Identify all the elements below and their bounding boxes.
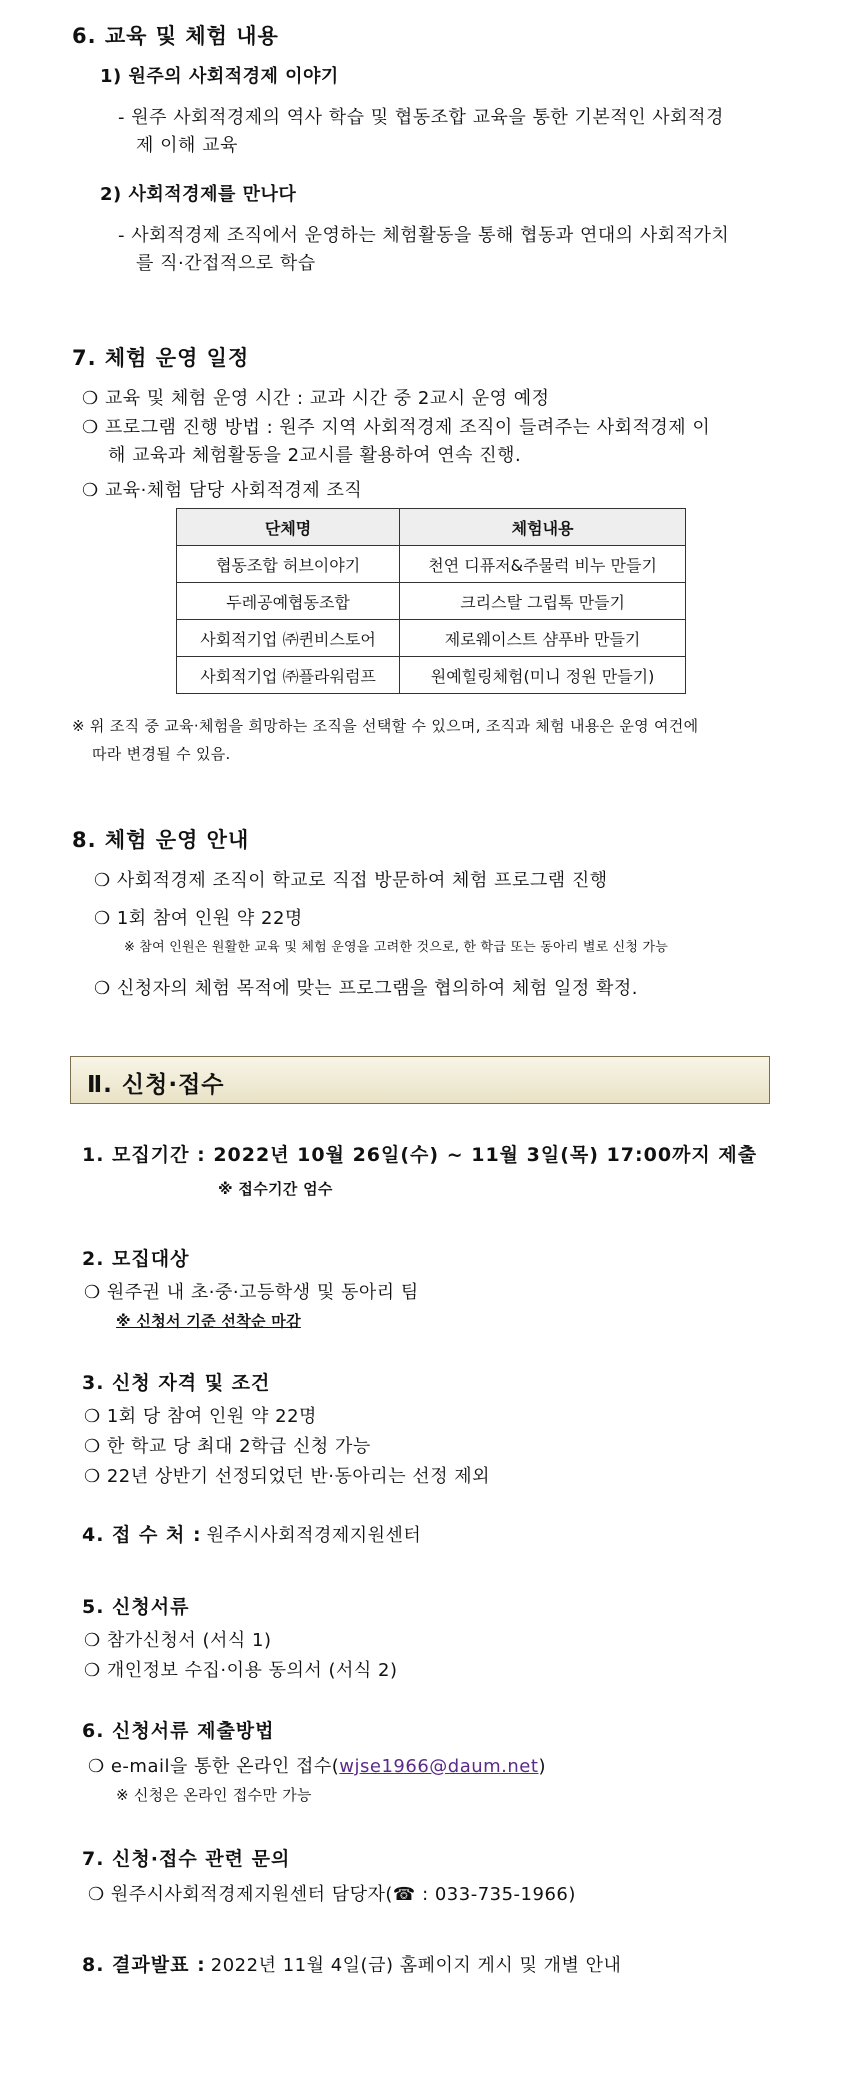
- text-line: - 사회적경제 조직에서 운영하는 체험활동을 통해 협동과 연대의 사회적가치: [118, 225, 730, 246]
- submission-note: ※ 신청은 온라인 접수만 가능: [116, 1786, 312, 1804]
- section6-item1-title: 1) 원주의 사회적경제 이야기: [100, 66, 339, 87]
- organization-table: [176, 508, 686, 694]
- submission-text: ❍ e-mail을 통한 온라인 접수(: [88, 1756, 340, 1777]
- documents-bullet: ❍ 개인정보 수집·이용 동의서 (서식 2): [84, 1660, 398, 1681]
- table-row: [177, 620, 686, 657]
- text-line: 해 교육과 체험활동을 2교시를 활용하여 연속 진행.: [108, 445, 522, 466]
- target-note: ※ 신청서 기준 선착순 마감: [116, 1312, 301, 1330]
- recruit-period-label: 1. 모집기간 :: [82, 1144, 206, 1166]
- documents-bullet: ❍ 참가신청서 (서식 1): [84, 1630, 272, 1651]
- qualification-bullet: ❍ 1회 당 참여 인원 약 22명: [84, 1406, 317, 1427]
- part2-banner: [70, 1056, 770, 1104]
- table-row: [177, 583, 686, 620]
- section6-item2-text: [118, 222, 729, 278]
- qualification-bullet: ❍ 22년 상반기 선정되었던 반·동아리는 선정 제외: [84, 1466, 491, 1487]
- inquiry-bullet: ❍ 원주시사회적경제지원센터 담당자(☎ : 033-735-1966): [88, 1884, 576, 1905]
- section8-heading: 8. 체험 운영 안내: [72, 828, 250, 852]
- submission-heading: 6. 신청서류 제출방법: [82, 1720, 275, 1742]
- reception-label: 4. 접 수 처 :: [82, 1524, 202, 1546]
- section8-bullet-1: ❍ 사회적경제 조직이 학교로 직접 방문하여 체험 프로그램 진행: [94, 870, 608, 891]
- section6-heading: 6. 교육 및 체험 내용: [72, 24, 279, 48]
- table-header-cell: 단체명: [177, 509, 400, 546]
- section8-bullet-3: ❍ 신청자의 체험 목적에 맞는 프로그램을 협의하여 체험 일정 확정.: [94, 978, 638, 999]
- table-cell: 두레공예협동조합: [177, 583, 400, 620]
- text-line: 따라 변경될 수 있음.: [92, 745, 231, 763]
- table-cell: 원예힐링체험(미니 정원 만들기): [400, 657, 686, 694]
- submission-text-end: ): [538, 1756, 546, 1777]
- table-cell: 협동조합 허브이야기: [177, 546, 400, 583]
- qualification-bullet: ❍ 한 학교 당 최대 2학급 신청 가능: [84, 1436, 371, 1457]
- result-value: 2022년 11월 4일(금) 홈페이지 게시 및 개별 안내: [210, 1955, 622, 1976]
- documents-heading: 5. 신청서류: [82, 1596, 190, 1618]
- section7-heading: 7. 체험 운영 일정: [72, 346, 250, 370]
- section7-bullet-2: [82, 414, 710, 470]
- table-cell: 천연 디퓨저&주물럭 비누 만들기: [400, 546, 686, 583]
- section7-note: [72, 712, 698, 768]
- text-line: ※ 위 조직 중 교육·체험을 희망하는 조직을 선택할 수 있으며, 조직과 체험 내용은 운영 여건에: [72, 717, 699, 735]
- part2-banner-title: Ⅱ. 신청·접수: [87, 1072, 225, 1098]
- target-heading: 2. 모집대상: [82, 1248, 190, 1270]
- text-line: - 원주 사회적경제의 역사 학습 및 협동조합 교육을 통한 기본적인 사회적경: [118, 107, 724, 128]
- result-label: 8. 결과발표 :: [82, 1954, 206, 1976]
- table-row: [177, 546, 686, 583]
- section8-bullet-2-note: ※ 참여 인원은 원활한 교육 및 체험 운영을 고려한 것으로, 한 학급 또는 동아리 별로 신청 가능: [124, 940, 669, 955]
- text-line: 를 직·간접적으로 학습: [136, 253, 316, 274]
- qualification-heading: 3. 신청 자격 및 조건: [82, 1372, 271, 1394]
- table-header-row: [177, 509, 686, 546]
- recruit-period-note: ※ 접수기간 엄수: [218, 1180, 333, 1198]
- section6-item1-text: [118, 104, 724, 160]
- recruit-period: [82, 1140, 757, 1167]
- inquiry-heading: 7. 신청·접수 관련 문의: [82, 1848, 291, 1870]
- text-line: 제 이해 교육: [136, 135, 238, 156]
- target-bullet: ❍ 원주권 내 초·중·고등학생 및 동아리 팀: [84, 1282, 419, 1303]
- result-announcement: [82, 1950, 621, 1977]
- table-cell: 제로웨이스트 샴푸바 만들기: [400, 620, 686, 657]
- reception-value: 원주시사회적경제지원센터: [206, 1525, 422, 1546]
- table-cell: 크리스탈 그립톡 만들기: [400, 583, 686, 620]
- table-cell: 사회적기업 ㈜플라워럼프: [177, 657, 400, 694]
- section7-bullet-1: ❍ 교육 및 체험 운영 시간 : 교과 시간 중 2교시 운영 예정: [82, 388, 550, 409]
- recruit-period-value: 2022년 10월 26일(수) ~ 11월 3일(목) 17:00까지 제출: [213, 1144, 758, 1166]
- text-line: ❍ 프로그램 진행 방법 : 원주 지역 사회적경제 조직이 들려주는 사회적경제 이: [82, 417, 711, 438]
- table-cell: 사회적기업 ㈜퀸비스토어: [177, 620, 400, 657]
- table-header-cell: 체험내용: [400, 509, 686, 546]
- email-link[interactable]: wjse1966@daum.net: [339, 1756, 539, 1777]
- table-row: [177, 657, 686, 694]
- submission-bullet: [88, 1752, 546, 1778]
- section6-item2-title: 2) 사회적경제를 만나다: [100, 184, 297, 205]
- reception: [82, 1520, 421, 1547]
- section7-bullet-3: ❍ 교육·체험 담당 사회적경제 조직: [82, 480, 363, 501]
- section8-bullet-2: ❍ 1회 참여 인원 약 22명: [94, 908, 303, 929]
